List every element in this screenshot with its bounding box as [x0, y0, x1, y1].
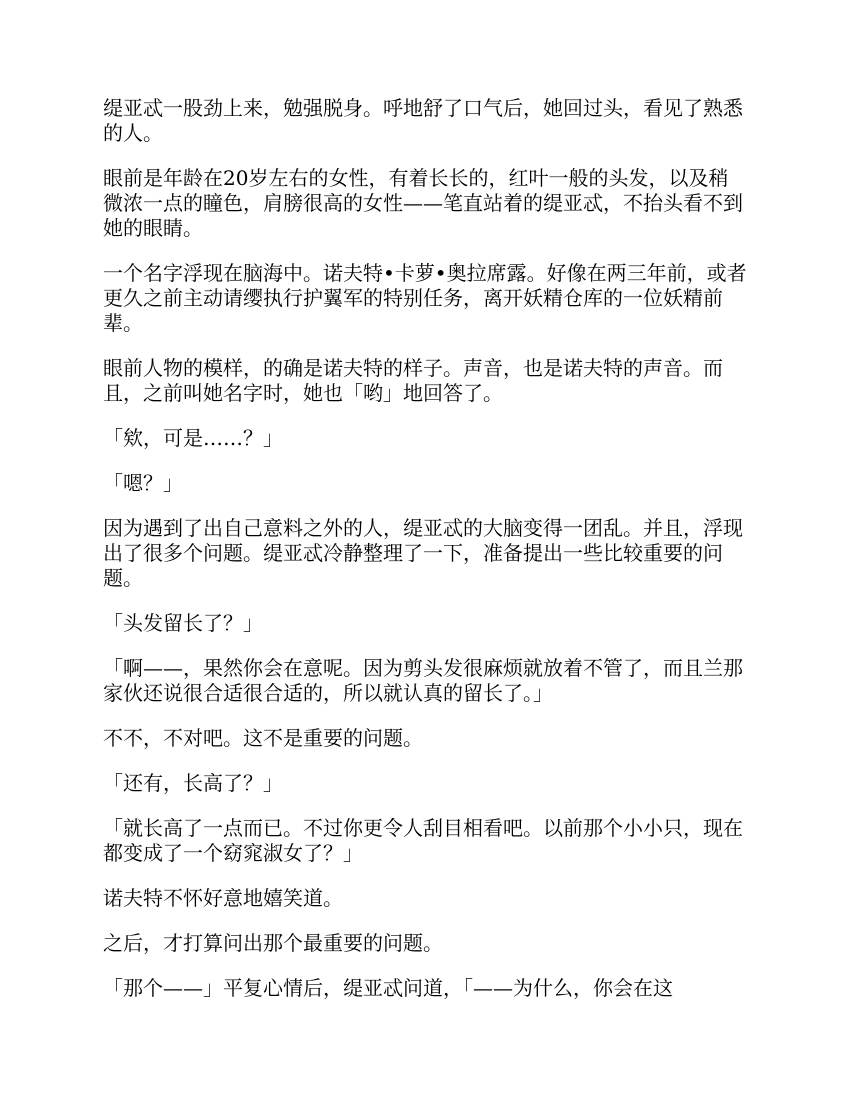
dialogue-line: 「啊——，果然你会在意呢。因为剪头发很麻烦就放着不管了，而且兰那家伙还说很合适很合适的，所以就认真的留长了。」: [103, 656, 743, 705]
dialogue-line: 「欸，可是……？」: [103, 426, 283, 450]
dialogue-line: 「头发留长了？」: [103, 611, 263, 635]
paragraph: 不不，不对吧。这不是重要的问题。: [103, 726, 423, 750]
paragraph: 一个名字浮现在脑海中。诺夫特•卡萝•奥拉席露。好像在两三年前，或者更久之前主动请缨执行护翼军的特别任务，离开妖精仓库的一位妖精前辈。: [103, 261, 747, 335]
dialogue-line: 「还有，长高了？」: [103, 771, 283, 795]
document-page: [103, 96, 748, 1021]
paragraph: 因为遇到了出自己意料之外的人，缇亚忒的大脑变得一团乱。并且，浮现出了很多个问题。缇亚忒冷静整理了一下，准备提出一些比较重要的问题。: [103, 516, 743, 590]
dialogue-line: 「嗯？」: [103, 471, 183, 495]
paragraph: 诺夫特不怀好意地嬉笑道。: [103, 886, 343, 910]
dialogue-line: 「就长高了一点而已。不过你更令人刮目相看吧。以前那个小小只，现在都变成了一个窈窕淑女了？」: [103, 816, 743, 865]
paragraph: 之后，才打算问出那个最重要的问题。: [103, 931, 443, 955]
paragraph: 「那个——」平复心情后，缇亚忒问道，「——为什么，你会在这: [103, 976, 673, 1000]
paragraph: 眼前是年龄在20岁左右的女性，有着长长的，红叶一般的头发，以及稍微浓一点的瞳色，肩膀很高的女性——笔直站着的缇亚忒，不抬头看不到她的眼睛。: [103, 166, 743, 240]
paragraph: 缇亚忒一股劲上来，勉强脱身。呼地舒了口气后，她回过头，看见了熟悉的人。: [103, 96, 743, 145]
paragraph: 眼前人物的模样，的确是诺夫特的样子。声音，也是诺夫特的声音。而且，之前叫她名字时，她也「哟」地回答了。: [103, 356, 723, 405]
